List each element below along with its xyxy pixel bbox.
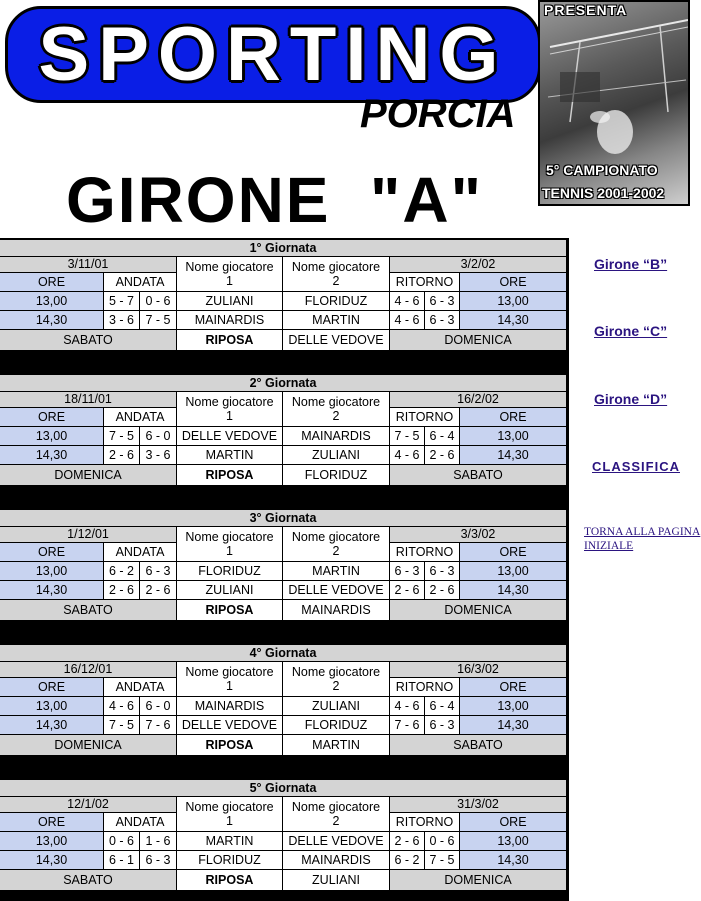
match-time-ritorno: 13,00	[460, 427, 567, 446]
ritorno-set2-score: 7 - 5	[425, 851, 460, 870]
andata-set2-score: 6 - 3	[140, 851, 177, 870]
player2-header	[283, 392, 390, 427]
riposa-player: MAINARDIS	[283, 600, 390, 621]
poster-top-text: PRESENTA	[544, 2, 628, 18]
ritorno-set1-score: 6 - 2	[390, 851, 425, 870]
player-column-label-line: 2	[332, 544, 340, 558]
andata-day: SABATO	[0, 600, 177, 621]
andata-date: 16/12/01	[0, 662, 177, 678]
round-title: 5° Giornata	[0, 780, 567, 797]
match-time-ritorno: 14,30	[460, 311, 567, 330]
ritorno-set1-score: 2 - 6	[390, 581, 425, 600]
match-time-andata: 13,00	[0, 562, 104, 581]
andata-day: DOMENICA	[0, 735, 177, 756]
round-block	[0, 375, 567, 486]
andata-day: SABATO	[0, 330, 177, 351]
player2-header	[283, 527, 390, 562]
player1-name: DELLE VEDOVE	[177, 427, 283, 446]
ritorno-set1-score: 7 - 5	[390, 427, 425, 446]
riposa-label: RIPOSA	[177, 465, 283, 486]
andata-set1-score: 2 - 6	[104, 581, 140, 600]
ore-header: ORE	[0, 273, 104, 292]
ore-header: ORE	[460, 678, 567, 697]
player1-name: ZULIANI	[177, 581, 283, 600]
ritorno-set2-score: 6 - 3	[425, 292, 460, 311]
logo-text: SPORTING	[38, 12, 508, 97]
match-time-andata: 13,00	[0, 697, 104, 716]
player2-name: MAINARDIS	[283, 427, 390, 446]
riposa-player: DELLE VEDOVE	[283, 330, 390, 351]
andata-set1-score: 3 - 6	[104, 311, 140, 330]
player2-name: ZULIANI	[283, 446, 390, 465]
player1-header	[177, 392, 283, 427]
tournament-poster-image	[538, 0, 690, 206]
match-time-ritorno: 14,30	[460, 581, 567, 600]
andata-set1-score: 2 - 6	[104, 446, 140, 465]
round-block	[0, 240, 567, 351]
link-classifica[interactable]: CLASSIFICA	[592, 459, 680, 474]
ritorno-set2-score: 0 - 6	[425, 832, 460, 851]
sporting-logo	[5, 6, 541, 103]
schedule-table	[0, 238, 569, 901]
poster-bottom-line2: TENNIS 2001-2002	[542, 185, 665, 201]
ritorno-date: 16/2/02	[390, 392, 567, 408]
player1-name: FLORIDUZ	[177, 562, 283, 581]
player-column-label-line: 1	[226, 814, 233, 828]
round-block	[0, 780, 567, 891]
match-time-ritorno: 13,00	[460, 697, 567, 716]
match-time-andata: 14,30	[0, 581, 104, 600]
player-column-label-line: 2	[332, 409, 340, 423]
player-column-label-line: Nome giocatore	[291, 665, 381, 679]
club-subtitle: PORCIA	[360, 92, 516, 136]
match-time-andata: 14,30	[0, 446, 104, 465]
player2-header	[283, 797, 390, 832]
ritorno-set1-score: 7 - 6	[390, 716, 425, 735]
match-time-ritorno: 14,30	[460, 851, 567, 870]
player-column-label-line: Nome giocatore	[185, 800, 274, 814]
player1-name: MARTIN	[177, 832, 283, 851]
player-column-label-line: 2	[332, 679, 340, 693]
match-time-ritorno: 13,00	[460, 562, 567, 581]
player2-name: DELLE VEDOVE	[283, 832, 390, 851]
ritorno-set2-score: 6 - 3	[425, 311, 460, 330]
player-column-label-line: Nome giocatore	[291, 395, 381, 409]
andata-header: ANDATA	[104, 408, 177, 427]
ritorno-day: DOMENICA	[390, 330, 567, 351]
round-title: 2° Giornata	[0, 375, 567, 392]
player1-header	[177, 527, 283, 562]
andata-set2-score: 0 - 6	[140, 292, 177, 311]
round-title: 1° Giornata	[0, 240, 567, 257]
ore-header: ORE	[0, 408, 104, 427]
ore-header: ORE	[0, 678, 104, 697]
ritorno-set1-score: 4 - 6	[390, 292, 425, 311]
poster-bottom-line1: 5° CAMPIONATO	[546, 162, 658, 178]
andata-set2-score: 3 - 6	[140, 446, 177, 465]
ore-header: ORE	[460, 543, 567, 562]
andata-day: DOMENICA	[0, 465, 177, 486]
ritorno-date: 3/3/02	[390, 527, 567, 543]
round-block	[0, 510, 567, 621]
player-column-label-line: 1	[226, 544, 233, 558]
player-column-label-line: Nome giocatore	[185, 395, 274, 409]
player-column-label-line: Nome giocatore	[185, 530, 274, 544]
player-column-label-line: Nome giocatore	[291, 530, 381, 544]
andata-header: ANDATA	[104, 678, 177, 697]
andata-header: ANDATA	[104, 813, 177, 832]
player2-name: FLORIDUZ	[283, 716, 390, 735]
ritorno-date: 31/3/02	[390, 797, 567, 813]
ritorno-set2-score: 6 - 4	[425, 427, 460, 446]
riposa-label: RIPOSA	[177, 330, 283, 351]
round-title: 3° Giornata	[0, 510, 567, 527]
match-time-ritorno: 14,30	[460, 446, 567, 465]
ritorno-set2-score: 6 - 3	[425, 716, 460, 735]
riposa-player: MARTIN	[283, 735, 390, 756]
player-column-label-line: 1	[226, 274, 233, 288]
ritorno-header: RITORNO	[390, 813, 460, 832]
andata-set1-score: 0 - 6	[104, 832, 140, 851]
riposa-player: FLORIDUZ	[283, 465, 390, 486]
ore-header: ORE	[460, 273, 567, 292]
player1-name: FLORIDUZ	[177, 851, 283, 870]
player-column-label-line: 1	[226, 679, 233, 693]
link-girone-d[interactable]: Girone “D”	[594, 391, 668, 407]
ritorno-set2-score: 2 - 6	[425, 581, 460, 600]
player2-header	[283, 662, 390, 697]
ritorno-set1-score: 6 - 3	[390, 562, 425, 581]
player2-name: ZULIANI	[283, 697, 390, 716]
player-column-label-line: Nome giocatore	[291, 260, 381, 274]
andata-set2-score: 6 - 3	[140, 562, 177, 581]
andata-header: ANDATA	[104, 273, 177, 292]
match-time-andata: 13,00	[0, 832, 104, 851]
player-column-label-line: Nome giocatore	[291, 800, 381, 814]
page-title: GIRONE "A"	[66, 164, 483, 236]
ritorno-header: RITORNO	[390, 678, 460, 697]
ritorno-day: SABATO	[390, 735, 567, 756]
player2-name: FLORIDUZ	[283, 292, 390, 311]
ore-header: ORE	[460, 813, 567, 832]
andata-set2-score: 7 - 6	[140, 716, 177, 735]
ritorno-set2-score: 6 - 3	[425, 562, 460, 581]
ritorno-date: 3/2/02	[390, 257, 567, 273]
match-time-andata: 14,30	[0, 716, 104, 735]
player-column-label-line: 2	[332, 274, 340, 288]
andata-date: 3/11/01	[0, 257, 177, 273]
link-girone-c[interactable]: Girone “C”	[594, 323, 668, 339]
riposa-label: RIPOSA	[177, 735, 283, 756]
player-column-label-line: 1	[226, 409, 233, 423]
player1-name: DELLE VEDOVE	[177, 716, 283, 735]
andata-set2-score: 6 - 0	[140, 427, 177, 446]
riposa-label: RIPOSA	[177, 600, 283, 621]
ore-header: ORE	[0, 543, 104, 562]
andata-date: 12/1/02	[0, 797, 177, 813]
match-time-ritorno: 13,00	[460, 292, 567, 311]
player-column-label-line: Nome giocatore	[185, 665, 274, 679]
player1-name: ZULIANI	[177, 292, 283, 311]
andata-set1-score: 4 - 6	[104, 697, 140, 716]
andata-set1-score: 6 - 2	[104, 562, 140, 581]
player2-name: MARTIN	[283, 562, 390, 581]
ritorno-set1-score: 4 - 6	[390, 446, 425, 465]
match-time-ritorno: 13,00	[460, 832, 567, 851]
andata-set1-score: 7 - 5	[104, 427, 140, 446]
player1-header	[177, 662, 283, 697]
ritorno-day: SABATO	[390, 465, 567, 486]
andata-set2-score: 2 - 6	[140, 581, 177, 600]
andata-set2-score: 7 - 5	[140, 311, 177, 330]
player2-header	[283, 257, 390, 292]
andata-set2-score: 1 - 6	[140, 832, 177, 851]
player-column-label-line: Nome giocatore	[185, 260, 274, 274]
player1-name: MAINARDIS	[177, 311, 283, 330]
ritorno-day: DOMENICA	[390, 870, 567, 891]
andata-day: SABATO	[0, 870, 177, 891]
andata-set2-score: 6 - 0	[140, 697, 177, 716]
andata-set1-score: 7 - 5	[104, 716, 140, 735]
ritorno-day: DOMENICA	[390, 600, 567, 621]
ritorno-header: RITORNO	[390, 543, 460, 562]
player1-name: MARTIN	[177, 446, 283, 465]
ore-header: ORE	[460, 408, 567, 427]
match-time-andata: 13,00	[0, 427, 104, 446]
riposa-label: RIPOSA	[177, 870, 283, 891]
andata-set1-score: 5 - 7	[104, 292, 140, 311]
player1-header	[177, 257, 283, 292]
ritorno-header: RITORNO	[390, 408, 460, 427]
match-time-andata: 13,00	[0, 292, 104, 311]
ritorno-set1-score: 4 - 6	[390, 311, 425, 330]
match-time-andata: 14,30	[0, 851, 104, 870]
ritorno-header: RITORNO	[390, 273, 460, 292]
andata-date: 18/11/01	[0, 392, 177, 408]
ritorno-set1-score: 2 - 6	[390, 832, 425, 851]
round-title: 4° Giornata	[0, 645, 567, 662]
riposa-player: ZULIANI	[283, 870, 390, 891]
player-column-label-line: 2	[332, 814, 340, 828]
ritorno-set2-score: 2 - 6	[425, 446, 460, 465]
andata-date: 1/12/01	[0, 527, 177, 543]
ritorno-date: 16/3/02	[390, 662, 567, 678]
link-girone-b[interactable]: Girone “B”	[594, 256, 668, 272]
match-time-ritorno: 14,30	[460, 716, 567, 735]
player1-header	[177, 797, 283, 832]
andata-header: ANDATA	[104, 543, 177, 562]
andata-set1-score: 6 - 1	[104, 851, 140, 870]
player2-name: MARTIN	[283, 311, 390, 330]
ritorno-set1-score: 4 - 6	[390, 697, 425, 716]
link-home-page[interactable]: TORNA ALLA PAGINA INIZIALE	[584, 526, 701, 552]
match-time-andata: 14,30	[0, 311, 104, 330]
player1-name: MAINARDIS	[177, 697, 283, 716]
player2-name: DELLE VEDOVE	[283, 581, 390, 600]
ore-header: ORE	[0, 813, 104, 832]
round-block	[0, 645, 567, 756]
player2-name: MAINARDIS	[283, 851, 390, 870]
ritorno-set2-score: 6 - 4	[425, 697, 460, 716]
